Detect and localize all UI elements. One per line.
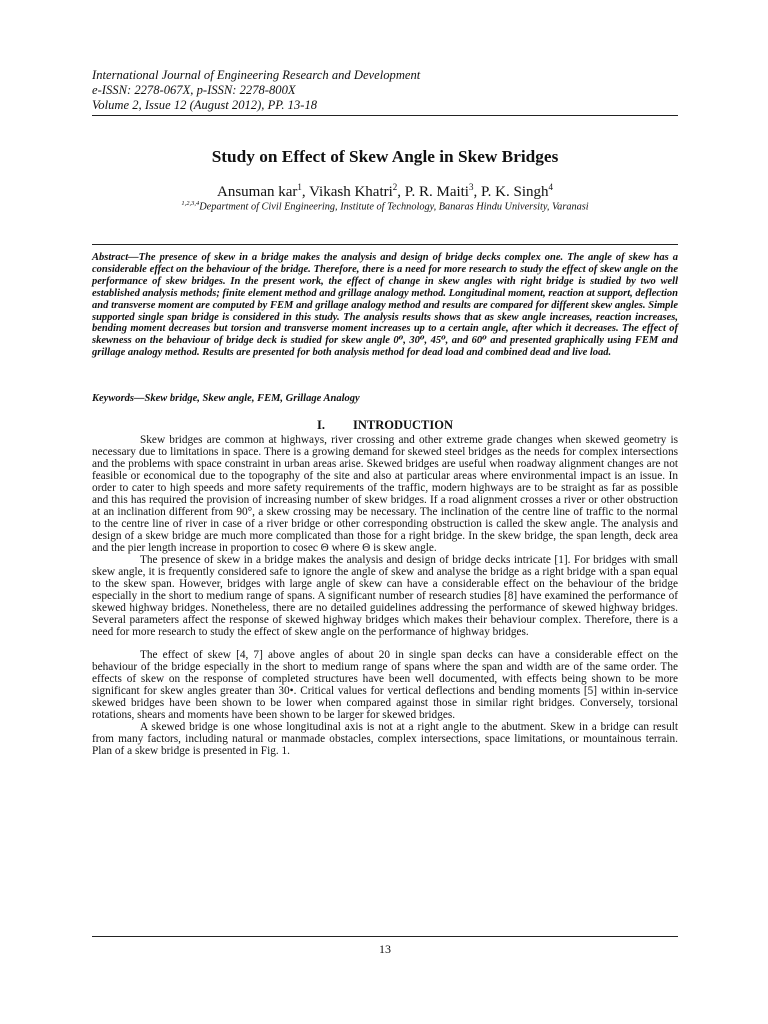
journal-volume: Volume 2, Issue 12 (August 2012), PP. 13-18	[92, 98, 318, 112]
affiliation-text: Department of Civil Engineering, Institute of Technology, Banaras Hindu University, Varanasi	[199, 201, 589, 213]
section-title: INTRODUCTION	[352, 418, 453, 432]
body-text	[92, 434, 678, 757]
author-list: Ansuman kar$^1$, Vikash Khatri$^2$, P. R. Maiti$^3$, P. K. Singh$^4$	[216, 182, 554, 200]
paper-title: Study on Effect of Skew Angle in Skew Bridges	[211, 147, 559, 166]
page-number: 13	[379, 942, 391, 956]
section-heading	[92, 418, 678, 433]
journal-issn: e-ISSN: 2278-067X, p-ISSN: 2278-800X	[92, 83, 296, 97]
header-divider	[92, 115, 678, 116]
affiliation-marks: 1,2,3,4	[181, 200, 200, 207]
journal-name: International Journal of Engineering Research and Development	[92, 68, 421, 82]
author-name: P. R. Maiti	[404, 184, 469, 200]
author-name: Ansuman kar	[216, 184, 298, 200]
author-affil-mark: 1	[297, 182, 302, 192]
paragraph: A skewed bridge is one whose longitudinal axis is not at a right angle to the abutment. Skew in a bridge can result from many factors, including natural or manmade obstacles, complex intersections, space limitations, or mountainous terrain. Plan of a skew bridge is presented in Fig. 1.	[92, 720, 678, 757]
author-affil-mark: 4	[548, 182, 554, 192]
author-name: Vikash Khatri	[309, 184, 393, 200]
paragraph: Skew bridges are common at highways, river crossing and other extreme grade changes when skewed geometry is necessary due to limitations in space. There is a growing demand for skewed steel bridges as the needs for complex intersections and the problems with space constraint in urban areas arise. Skewed bridges are useful when roadway alignment changes are not feasible or economical due to the topography of the site and also at particular areas where environmental impact is an issue. In order to cater to high speeds and more safety requirements of the traffic, modern highways are to be straight as far as possible and this has required the provision of increasing number of skew bridges. If a road alignment crosses a river or other obstruction at an inclination different from 90°, a skew crossing may be necessary. The inclination of the centre line of traffic to the normal to the centre line of river in case of a river bridge or other corresponding obstruction is called the skew angle. The analysis and design of a skew bridge are much more complicated than those for a right bridge. In the skew bridge, the span length, deck area and the pier length increase in proportion to cosec Θ where Θ is skew angle.	[92, 434, 678, 554]
section-number: I.	[316, 418, 325, 432]
abstract-divider	[92, 244, 678, 245]
journal-header	[92, 68, 692, 113]
author-name: P. K. Singh	[480, 184, 549, 200]
keywords: Keywords—Skew bridge, Skew angle, FEM, Grillage Analogy	[92, 393, 360, 404]
paragraph: The presence of skew in a bridge makes the analysis and design of bridge decks intricate [1]. For bridges with small skew angle, it is frequently considered safe to ignore the angle of skew and analyse the bridge as a right bridge with a span equal to the skew span. However, bridges with large angle of skew can have a considerable effect on the behaviour of the bridge especially in the short to medium range of spans. A significant number of research studies [8] have examined the performance of skewed highway bridges. Nonetheless, there are no detailed guidelines addressing the performance of skewed highway bridges. Several parameters affect the response of skewed highway bridges which makes their behaviour complex. Therefore, there is a need for more research to study the effect of skew angle on the performance of highway bridges.	[92, 553, 678, 638]
author-affil-mark: 3	[468, 182, 474, 192]
footer-divider	[92, 936, 678, 937]
abstract: Abstract—The presence of skew in a bridge makes the analysis and design of bridge decks complex one. The angle of skew has a considerable effect on the behaviour of the bridge. Therefore, there is a need for more research to study the effect of skew angle on the performance of skew bridges. In the present work, the effect of change in skew angles with right bridge is studied by two well established analysis methods; finite element method and grillage analogy method. Longitudinal moment, reaction at support, deflection and transverse moment are computed by FEM and grillage analogy method and results are compared for different skew angles. Simple supported single span bridge is considered in this study. The analysis results shows that as skew angle increases, reaction increases, bending moment decreases but torsion and transverse moment increases up to a certain angle, after which it decreases. The effect of skewness on the behaviour of bridge deck is studied for skew angle 0⁰, 30⁰, 45⁰, and 60⁰ and presented graphically using FEM and grillage analogy method. Results are presented for both analysis method for dead load and combined dead and live load.	[92, 252, 678, 359]
author-affil-mark: 2	[392, 182, 398, 192]
paragraph: The effect of skew [4, 7] above angles of about 20 in single span decks can have a considerable effect on the behaviour of the bridge especially in the short to medium range of spans where the span and width are of the same order. The effects of skew on the response of completed structures have been well documented, with effects being shown to be more significant for skew angles greater than 30•. Critical values for vertical deflections and bending moments [5] within in-service skewed bridges have been shown to be lower when compared against those in similar right bridges. Conversely, torsional rotations, shears and moments have been shown to be larger for skewed bridges.	[92, 648, 678, 721]
affiliation	[92, 200, 678, 212]
